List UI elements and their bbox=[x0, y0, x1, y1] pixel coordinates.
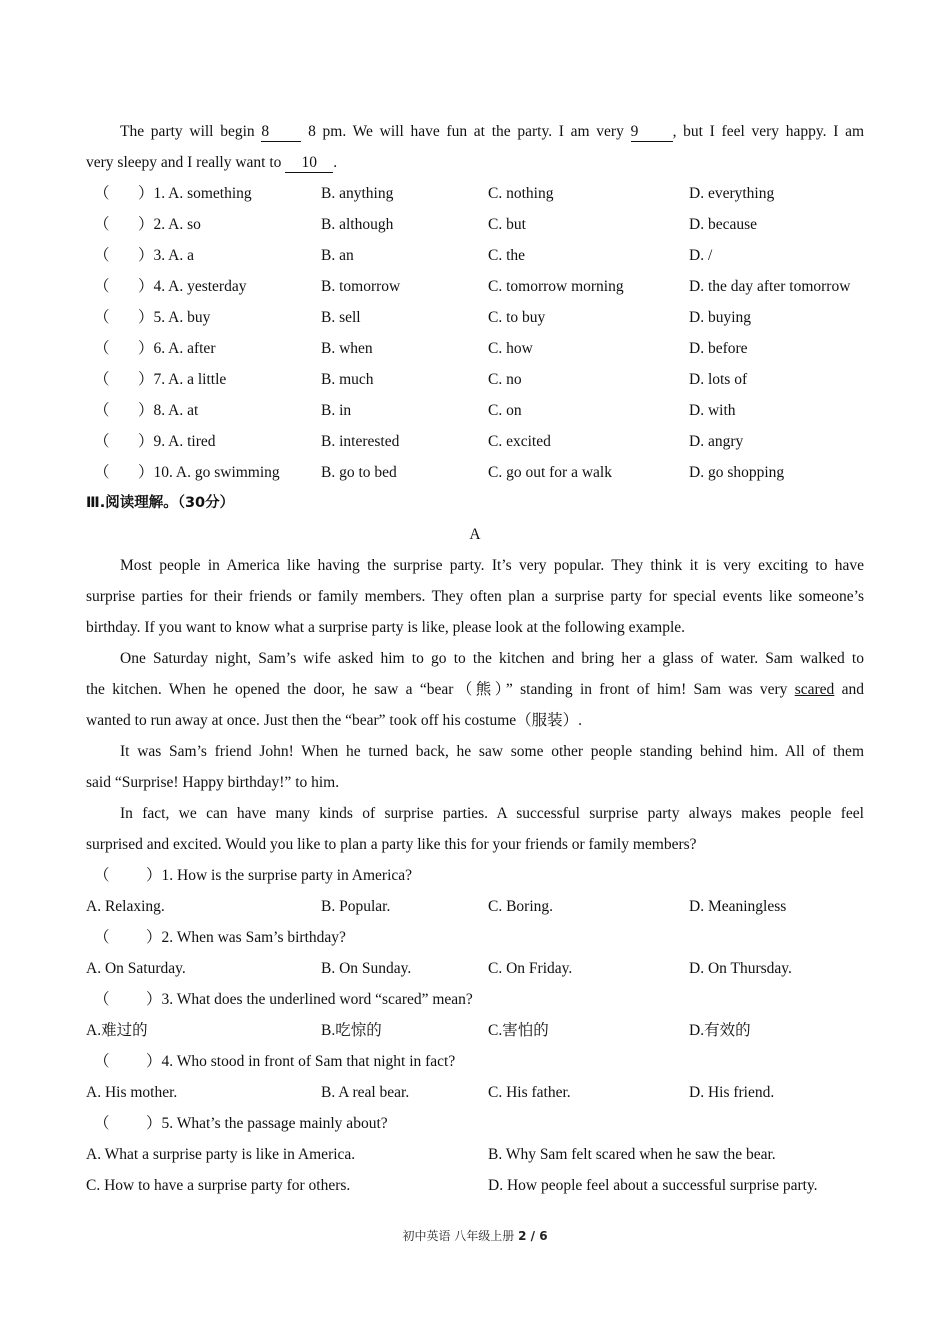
page-number: 2 / 6 bbox=[518, 1229, 548, 1243]
option-d: D. lots of bbox=[689, 371, 748, 388]
option-d: D.有效的 bbox=[689, 1022, 751, 1039]
cloze-question-row bbox=[86, 426, 864, 457]
option-a: A. Relaxing. bbox=[86, 898, 165, 915]
reading-question bbox=[86, 1046, 864, 1077]
option-c: C. the bbox=[488, 247, 526, 264]
option-b: B. A real bear. bbox=[321, 1084, 410, 1101]
cloze-question-row bbox=[86, 178, 864, 209]
text: and bbox=[841, 681, 864, 698]
section-heading: Ⅲ.阅读理解。（30分） bbox=[86, 495, 235, 511]
blank-8: 8 bbox=[261, 123, 301, 142]
option-d: D. before bbox=[689, 340, 748, 357]
text: the kitchen. When he opened the door, he saw a “bear（熊）” standing in front of him! Sam was very bbox=[86, 681, 788, 698]
option-d: D. / bbox=[689, 247, 713, 264]
answer-paren: （ bbox=[94, 216, 110, 233]
option-d: D. buying bbox=[689, 309, 751, 326]
question-text: ）5. What’s the passage mainly about? bbox=[146, 1115, 388, 1132]
cloze-question-row bbox=[86, 240, 864, 271]
option-c: C. to buy bbox=[488, 309, 546, 326]
answer-paren: （ bbox=[94, 1053, 110, 1070]
option-a: ）10. A. go swimming bbox=[138, 464, 280, 481]
option-c: C. Boring. bbox=[488, 898, 554, 915]
answer-paren: （ bbox=[94, 278, 110, 295]
text: , but I feel very happy. I am bbox=[672, 123, 865, 140]
answer-paren: （ bbox=[94, 371, 110, 388]
answer-paren: （ bbox=[94, 991, 110, 1008]
page-footer bbox=[0, 1227, 950, 1244]
passage-line: One Saturday night, Sam’s wife asked him to go to the kitchen and bring her a glass of water. Sam walked to bbox=[120, 650, 864, 667]
option-b: B. Why Sam felt scared when he saw the bear. bbox=[488, 1146, 776, 1163]
option-b: B. although bbox=[321, 216, 394, 233]
option-d: D. How people feel about a successful surprise party. bbox=[488, 1177, 818, 1194]
answer-paren: （ bbox=[94, 464, 110, 481]
answer-paren: （ bbox=[94, 309, 110, 326]
option-b: B.吃惊的 bbox=[321, 1022, 382, 1039]
option-d: D. On Thursday. bbox=[689, 960, 792, 977]
option-a: ）3. A. a bbox=[138, 247, 194, 264]
answer-paren: （ bbox=[94, 867, 110, 884]
option-c: C. excited bbox=[488, 433, 551, 450]
passage-line: In fact, we can have many kinds of surprise parties. A successful surprise party always makes people feel bbox=[120, 805, 864, 822]
option-a: A.难过的 bbox=[86, 1022, 148, 1039]
option-b: B. an bbox=[321, 247, 354, 264]
options-row bbox=[86, 1015, 864, 1046]
cloze-question-row bbox=[86, 457, 864, 488]
option-a: A. What a surprise party is like in America. bbox=[86, 1146, 356, 1163]
option-c: C. no bbox=[488, 371, 522, 388]
passage-line: wanted to run away at once. Just then the “bear” took off his costume（服装）. bbox=[86, 712, 583, 729]
options-row bbox=[86, 891, 864, 922]
answer-paren: （ bbox=[94, 340, 110, 357]
option-c: C. go out for a walk bbox=[488, 464, 612, 481]
question-text: ）2. When was Sam’s birthday? bbox=[146, 929, 346, 946]
option-c: C. How to have a surprise party for others. bbox=[86, 1177, 351, 1194]
option-c: C. but bbox=[488, 216, 526, 233]
option-b: B. On Sunday. bbox=[321, 960, 412, 977]
option-b: B. when bbox=[321, 340, 373, 357]
passage-line: birthday. If you want to know what a surprise party is like, please look at the following example. bbox=[86, 619, 686, 636]
option-b: B. anything bbox=[321, 185, 394, 202]
option-b: B. tomorrow bbox=[321, 278, 401, 295]
option-c: C. tomorrow morning bbox=[488, 278, 624, 295]
q5-options-row-2 bbox=[86, 1170, 864, 1201]
option-c: C. His father. bbox=[488, 1084, 571, 1101]
option-a: ）6. A. after bbox=[138, 340, 216, 357]
passage-line: said “Surprise! Happy birthday!” to him. bbox=[86, 774, 340, 791]
blank-9: 9 bbox=[631, 123, 673, 142]
option-b: B. go to bed bbox=[321, 464, 397, 481]
question-text: ）4. Who stood in front of Sam that night in fact? bbox=[146, 1053, 456, 1070]
answer-paren: （ bbox=[94, 185, 110, 202]
option-a: ）8. A. at bbox=[138, 402, 199, 419]
option-a: ）7. A. a little bbox=[138, 371, 227, 388]
cloze-question-row bbox=[86, 209, 864, 240]
option-a: ）1. A. something bbox=[138, 185, 252, 202]
option-a: ）5. A. buy bbox=[138, 309, 211, 326]
option-b: B. interested bbox=[321, 433, 400, 450]
option-d: D. go shopping bbox=[689, 464, 785, 481]
cloze-line-1 bbox=[86, 116, 864, 147]
answer-paren: （ bbox=[94, 402, 110, 419]
text: . bbox=[333, 154, 338, 171]
cloze-question-row bbox=[86, 364, 864, 395]
passage-line bbox=[86, 674, 864, 705]
option-a: A. On Saturday. bbox=[86, 960, 186, 977]
reading-question bbox=[86, 922, 864, 953]
option-d: D. because bbox=[689, 216, 757, 233]
cloze-question-list bbox=[86, 178, 864, 488]
options-row bbox=[86, 1077, 864, 1108]
option-b: B. in bbox=[321, 402, 352, 419]
answer-paren: （ bbox=[94, 247, 110, 264]
cloze-question-row bbox=[86, 302, 864, 333]
underlined-word-scared: scared bbox=[794, 681, 835, 698]
option-b: B. sell bbox=[321, 309, 361, 326]
text: 8 pm. We will have fun at the party. I am very bbox=[308, 123, 624, 140]
option-c: C. how bbox=[488, 340, 533, 357]
answer-paren: （ bbox=[94, 433, 110, 450]
passage-line: Most people in America like having the surprise party. It’s very popular. They think it is very exciting to have bbox=[120, 557, 864, 574]
answer-paren: （ bbox=[94, 1115, 110, 1132]
option-d: D. with bbox=[689, 402, 736, 419]
option-a: ）4. A. yesterday bbox=[138, 278, 247, 295]
option-d: D. angry bbox=[689, 433, 744, 450]
cloze-line-2 bbox=[86, 147, 864, 178]
question-text: ）3. What does the underlined word “scared” mean? bbox=[146, 991, 473, 1008]
option-c: C. on bbox=[488, 402, 522, 419]
option-b: B. much bbox=[321, 371, 374, 388]
option-d: D. everything bbox=[689, 185, 775, 202]
cloze-question-row bbox=[86, 333, 864, 364]
passage-line: surprised and excited. Would you like to plan a party like this for your friends or family members? bbox=[86, 836, 697, 853]
option-b: B. Popular. bbox=[321, 898, 391, 915]
option-d: D. Meaningless bbox=[689, 898, 787, 915]
passage-line: It was Sam’s friend John! When he turned back, he saw some other people standing behind him. All of them bbox=[120, 743, 864, 760]
option-a: ）9. A. tired bbox=[138, 433, 216, 450]
answer-paren: （ bbox=[94, 929, 110, 946]
blank-10: 10 bbox=[285, 154, 333, 173]
question-text: ）1. How is the surprise party in America? bbox=[146, 867, 413, 884]
option-d: D. His friend. bbox=[689, 1084, 775, 1101]
option-c: C. nothing bbox=[488, 185, 554, 202]
cloze-question-row bbox=[86, 271, 864, 302]
option-d: D. the day after tomorrow bbox=[689, 278, 851, 295]
worksheet-page bbox=[86, 116, 864, 1201]
q5-options-row-1 bbox=[86, 1139, 864, 1170]
text: very sleepy and I really want to bbox=[86, 154, 282, 171]
reading-question bbox=[86, 984, 864, 1015]
text: The party will begin bbox=[120, 123, 255, 140]
reading-question-5 bbox=[86, 1108, 864, 1139]
option-a: ）2. A. so bbox=[138, 216, 201, 233]
option-a: A. His mother. bbox=[86, 1084, 178, 1101]
option-c: C.害怕的 bbox=[488, 1022, 549, 1039]
reading-question bbox=[86, 860, 864, 891]
options-row bbox=[86, 953, 864, 984]
option-c: C. On Friday. bbox=[488, 960, 573, 977]
reading-question-list bbox=[86, 860, 864, 1108]
passage-line: surprise parties for their friends or family members. They often plan a surprise party for special events like someone’s bbox=[86, 588, 864, 605]
cloze-question-row bbox=[86, 395, 864, 426]
part-title: A bbox=[469, 526, 481, 543]
footer-label: 初中英语 八年级上册 bbox=[402, 1229, 515, 1243]
